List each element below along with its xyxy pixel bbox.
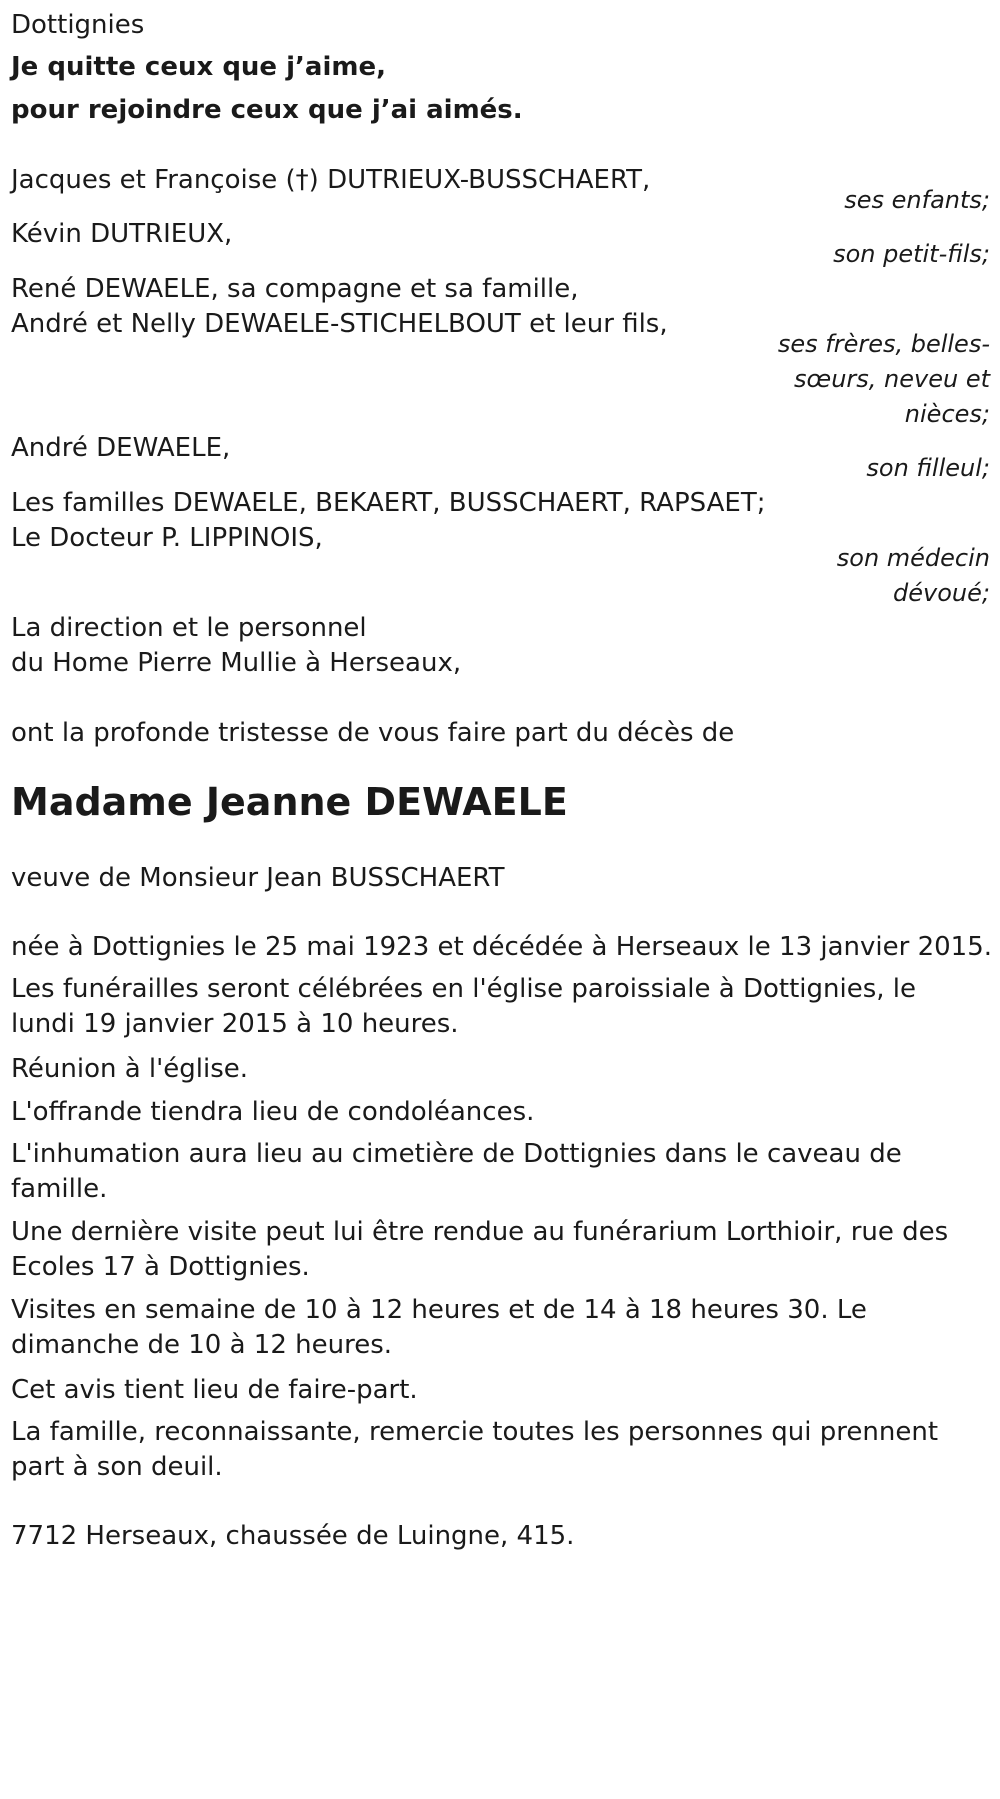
mourner-line: du Home Pierre Mullie à Herseaux, [11,648,462,678]
mourner-line: René DEWAELE, sa compagne et sa famille, [11,274,579,304]
mourner-line: La direction et le personnel [11,613,367,643]
mourner-line: Le Docteur P. LIPPINOIS, [11,523,323,553]
mourner-line: André DEWAELE, [11,433,231,463]
detail-paragraph: La famille, reconnaissante, remercie toutes les personnes qui prennent part à son deuil. [11,1417,939,1482]
mourner-relation: son médecin [836,544,990,572]
announcement: ont la profonde tristesse de vous faire part du décès de [11,718,735,748]
mourner-line: Kévin DUTRIEUX, [11,219,233,249]
detail-paragraph: Une dernière visite peut lui être rendue au funérarium Lorthioir, rue des Ecoles 17 à Dottignies. [11,1217,949,1282]
detail-paragraph: Cet avis tient lieu de faire-part. [11,1375,418,1405]
detail-paragraph: Visites en semaine de 10 à 12 heures et de 14 à 18 heures 30. Le dimanche de 10 à 12 heures. [11,1295,867,1360]
detail-paragraph: L'inhumation aura lieu au cimetière de Dottignies dans le caveau de famille. [11,1139,902,1204]
mourner-relation: nièces; [904,400,990,428]
mourner-line: Jacques et Françoise (†) DUTRIEUX-BUSSCHAERT, [11,165,651,195]
detail-paragraph: Les funérailles seront célébrées en l'église paroissiale à Dottignies, le lundi 19 janvier 2015 à 10 heures. [11,974,916,1039]
detail-paragraph: Réunion à l'église. [11,1054,249,1084]
quote-line-2: pour rejoindre ceux que j’ai aimés. [11,95,523,125]
mourner-relation: sœurs, neveu et [794,365,990,393]
mourner-relation: son petit-fils; [833,240,990,268]
mourner-relation: ses enfants; [844,186,990,214]
location: Dottignies [11,10,145,40]
mourner-line: André et Nelly DEWAELE-STICHELBOUT et leur fils, [11,309,668,339]
detail-paragraph: née à Dottignies le 25 mai 1923 et décédée à Herseaux le 13 janvier 2015. [11,932,993,962]
mourner-relation: dévoué; [893,579,990,607]
quote-line-1: Je quitte ceux que j’aime, [11,52,386,82]
deceased-spouse: veuve de Monsieur Jean BUSSCHAERT [11,863,505,893]
detail-paragraph: L'offrande tiendra lieu de condoléances. [11,1097,535,1127]
mourner-relation: ses frères, belles- [777,330,990,358]
mourner-relation: son filleul; [866,454,990,482]
mourner-line: Les familles DEWAELE, BEKAERT, BUSSCHAERT, RAPSAET; [11,488,766,518]
deceased-name: Madame Jeanne DEWAELE [11,780,568,824]
address: 7712 Herseaux, chaussée de Luingne, 415. [11,1521,575,1551]
